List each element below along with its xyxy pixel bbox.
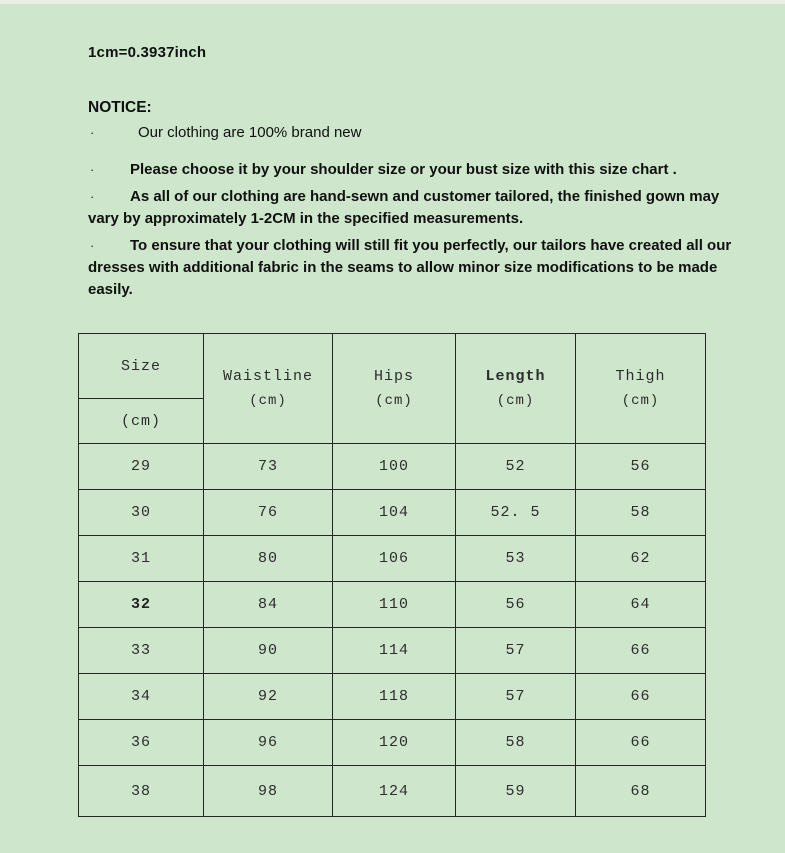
notice-item	[88, 159, 738, 181]
notice-item	[88, 186, 738, 230]
table-cell: 104	[333, 490, 456, 536]
notice-heading: NOTICE:	[88, 99, 152, 116]
table-cell: 36	[79, 720, 204, 766]
table-cell: 62	[576, 536, 706, 582]
table-cell: 96	[204, 720, 333, 766]
table-cell: 66	[576, 674, 706, 720]
table-cell: 57	[456, 628, 576, 674]
table-cell: 38	[79, 766, 204, 817]
table-cell: 84	[204, 582, 333, 628]
notice-item	[88, 235, 738, 301]
size-chart-table	[78, 333, 706, 817]
table-cell: 76	[204, 490, 333, 536]
table-header-row	[79, 334, 706, 399]
header-cell: Waistline (cm)	[204, 334, 333, 444]
table-row	[79, 720, 706, 766]
header-cell: Thigh (cm)	[576, 334, 706, 444]
table-cell: 98	[204, 766, 333, 817]
notice-text: Our clothing are 100% brand new	[138, 124, 362, 141]
table-cell: 73	[204, 444, 333, 490]
notice-text: As all of our clothing are hand-sewn and customer tailored, the finished gown may vary by approximately 1-2CM in the specified measurements.	[88, 188, 720, 227]
notice-list	[88, 122, 738, 306]
bullet-dot-icon: ·	[90, 125, 95, 140]
header-cell: Length (cm)	[456, 334, 576, 444]
unit-conversion-note: 1cm=0.3937inch	[88, 44, 207, 61]
bullet-dot-icon: ·	[90, 238, 95, 253]
table-cell: 114	[333, 628, 456, 674]
table-cell: 90	[204, 628, 333, 674]
table-cell: 110	[333, 582, 456, 628]
table-cell: 31	[79, 536, 204, 582]
table-cell: 106	[333, 536, 456, 582]
header-cell: Hips (cm)	[333, 334, 456, 444]
table-row	[79, 674, 706, 720]
table-cell: 57	[456, 674, 576, 720]
table-row	[79, 444, 706, 490]
table-cell: 100	[333, 444, 456, 490]
table-cell: 64	[576, 582, 706, 628]
table-cell: 58	[576, 490, 706, 536]
table-cell: 33	[79, 628, 204, 674]
table-cell: 59	[456, 766, 576, 817]
table-cell: 66	[576, 628, 706, 674]
table-cell: 29	[79, 444, 204, 490]
table-cell: 80	[204, 536, 333, 582]
table-cell: 92	[204, 674, 333, 720]
notice-text: To ensure that your clothing will still fit you perfectly, our tailors have created all our dresses with additional fabric in the seams to allow minor size modifications to be made easily.	[88, 237, 732, 298]
table-cell: 124	[333, 766, 456, 817]
table-row	[79, 536, 706, 582]
table-row	[79, 490, 706, 536]
bullet-dot-icon: ·	[90, 162, 95, 177]
table-cell: 120	[333, 720, 456, 766]
table-cell: 52. 5	[456, 490, 576, 536]
table-row	[79, 628, 706, 674]
bullet-dot-icon: ·	[90, 189, 95, 204]
table-row	[79, 582, 706, 628]
table-cell: 30	[79, 490, 204, 536]
top-edge-strip	[0, 0, 785, 4]
table-cell: 68	[576, 766, 706, 817]
table-cell: 53	[456, 536, 576, 582]
table-cell: 52	[456, 444, 576, 490]
notice-text: Please choose it by your shoulder size or your bust size with this size chart .	[130, 161, 677, 178]
table-cell: 56	[576, 444, 706, 490]
table-cell: 56	[456, 582, 576, 628]
table-cell: 32	[79, 582, 204, 628]
notice-item	[88, 122, 738, 144]
table-cell: 58	[456, 720, 576, 766]
table-cell: 66	[576, 720, 706, 766]
header-cell-size-unit: (cm)	[79, 399, 204, 444]
table-row	[79, 766, 706, 817]
table-cell: 34	[79, 674, 204, 720]
table-cell: 118	[333, 674, 456, 720]
header-cell-size-label: Size	[79, 334, 204, 399]
